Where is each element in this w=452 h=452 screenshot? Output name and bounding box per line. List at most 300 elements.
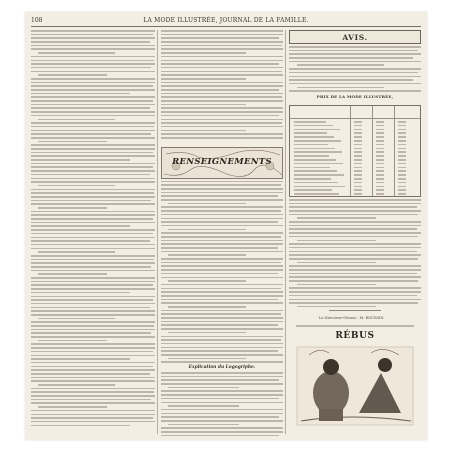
table-cell: [398, 163, 406, 165]
text-line: [31, 421, 155, 423]
text-line: [31, 402, 155, 404]
text-line: [161, 240, 283, 242]
text-line: [31, 155, 155, 157]
text-line: [31, 60, 154, 62]
table-row: [290, 193, 420, 195]
table-cell: [294, 129, 340, 131]
table-cell: [354, 136, 362, 138]
table-cell: [294, 186, 345, 188]
text-line: [31, 277, 155, 279]
text-line: [31, 329, 155, 331]
table-cell: [354, 144, 362, 146]
text-line: [31, 30, 155, 32]
text-line: [161, 37, 279, 39]
text-line: [31, 82, 155, 84]
table-cell: [354, 170, 362, 172]
text-line: [31, 380, 155, 382]
text-line: [31, 262, 155, 264]
text-line: [38, 406, 106, 408]
text-line: [168, 254, 246, 256]
text-lines-middle: [161, 181, 283, 363]
table-cell: [398, 151, 406, 153]
text-line: [161, 402, 283, 404]
text-line: [31, 166, 153, 168]
table-cell: [376, 174, 384, 176]
text-line: [289, 76, 421, 78]
text-line: [31, 255, 155, 257]
table-cell: [376, 178, 384, 180]
text-line: [31, 417, 153, 419]
text-line: [161, 111, 283, 113]
avis-text-lines: [289, 46, 421, 92]
text-line: [161, 195, 278, 197]
table-cell: [354, 155, 362, 157]
table-cell: [398, 144, 406, 146]
table-cell: [294, 155, 329, 157]
text-line: [161, 126, 283, 128]
text-line: [161, 236, 281, 238]
text-line: [31, 292, 130, 294]
table-cell: [376, 148, 384, 150]
table-cell: [398, 167, 406, 169]
text-line: [31, 159, 130, 161]
text-lines: [31, 30, 155, 426]
text-line: [168, 203, 246, 205]
text-line: [168, 229, 246, 231]
text-line: [161, 206, 283, 208]
table-cell: [354, 163, 362, 165]
text-line: [161, 85, 283, 87]
text-line: [161, 427, 283, 429]
table-cell: [354, 189, 362, 191]
table-cell: [354, 182, 362, 184]
text-line: [161, 390, 283, 392]
table-header-rule: [290, 118, 420, 119]
table-cell: [376, 151, 384, 153]
renseignements-banner: [161, 147, 283, 179]
text-line: [161, 258, 283, 260]
text-line: [31, 358, 130, 360]
table-cell: [398, 148, 406, 150]
text-line: [161, 232, 283, 234]
text-line: [289, 90, 421, 92]
text-line: [297, 306, 376, 308]
text-line: [31, 237, 155, 239]
text-line: [161, 115, 279, 117]
table-cell: [294, 170, 337, 172]
text-line: [161, 313, 281, 315]
director-signature: Le Directeur-Gérant : M. ROUSSIN.: [319, 315, 385, 320]
column-2: [161, 30, 283, 438]
text-line: [289, 295, 417, 297]
table-cell: [398, 170, 406, 172]
text-line: [161, 41, 283, 43]
text-line: [289, 299, 421, 301]
text-line: [31, 122, 155, 124]
text-line: [31, 85, 153, 87]
text-line: [31, 71, 155, 73]
text-line: [161, 339, 281, 341]
table-cell: [398, 136, 406, 138]
table-cell: [376, 140, 384, 142]
avis-wrapper: [289, 30, 421, 46]
text-line: [31, 369, 155, 371]
text-line: [31, 196, 155, 198]
text-line: [31, 296, 155, 298]
text-line: [289, 203, 421, 205]
table-row: [290, 136, 420, 138]
table-cell: [294, 151, 342, 153]
table-cell: [294, 189, 332, 191]
text-line: [31, 222, 155, 224]
newspaper-page: [25, 12, 427, 440]
text-line: [31, 399, 151, 401]
text-line: [168, 306, 246, 308]
text-line: [161, 218, 283, 220]
price-subtitle: [289, 99, 421, 103]
table-row: [290, 151, 420, 153]
text-line: [31, 93, 130, 95]
table-cell: [398, 174, 406, 176]
text-line: [31, 347, 155, 349]
table-cell: [376, 163, 384, 165]
text-line: [31, 170, 155, 172]
text-line: [161, 78, 246, 80]
text-line: [289, 247, 421, 249]
page-header: [31, 16, 421, 27]
text-line: [31, 351, 153, 353]
text-line: [31, 303, 155, 305]
text-line: [31, 96, 155, 98]
text-line: [289, 72, 418, 74]
table-row: [290, 189, 420, 191]
text-line: [31, 111, 155, 113]
text-lines-after-table: [289, 199, 421, 308]
text-line: [31, 391, 154, 393]
text-line: [31, 343, 155, 345]
text-line: [168, 424, 239, 426]
text-line: [289, 251, 417, 253]
table-cell: [398, 193, 406, 195]
text-line: [31, 48, 155, 50]
text-line: [161, 181, 283, 183]
text-line: [161, 52, 246, 54]
text-line: [161, 45, 282, 47]
text-line: [289, 280, 418, 282]
text-line: [31, 192, 154, 194]
text-line: [31, 259, 154, 261]
text-line: [31, 425, 130, 427]
table-row: [290, 182, 420, 184]
text-line: [31, 218, 153, 220]
table-cell: [398, 129, 406, 131]
divider: [329, 310, 382, 311]
column-rule-1: [157, 30, 158, 434]
text-line: [161, 299, 278, 301]
text-line: [31, 107, 150, 109]
text-line: [31, 270, 155, 272]
text-line: [161, 354, 283, 356]
text-line: [161, 192, 283, 194]
text-line: [31, 126, 154, 128]
table-cell: [294, 159, 336, 161]
text-line: [289, 265, 421, 267]
table-cell: [354, 174, 362, 176]
text-line: [31, 67, 151, 69]
text-line: [161, 188, 283, 190]
text-line: [31, 336, 155, 338]
table-cell: [294, 140, 341, 142]
text-line: [161, 74, 283, 76]
text-line: [289, 79, 413, 81]
text-line: [289, 214, 418, 216]
text-line: [31, 299, 153, 301]
text-line: [161, 96, 282, 98]
table-cell: [354, 159, 362, 161]
text-line: [161, 48, 283, 50]
text-line: [168, 358, 246, 360]
text-line: [31, 34, 153, 36]
text-line: [161, 107, 283, 109]
banner-wrapper: [161, 147, 283, 181]
text-line: [31, 362, 155, 364]
table-cell: [294, 125, 333, 127]
text-line: [31, 152, 153, 154]
text-line: [297, 64, 384, 66]
text-line: [289, 53, 421, 55]
text-line: [38, 273, 106, 275]
text-line: [38, 119, 115, 121]
text-line: [297, 217, 376, 219]
text-line: [289, 287, 421, 289]
text-line: [31, 37, 155, 39]
table-row: [290, 167, 420, 169]
text-line: [289, 206, 417, 208]
text-line: [289, 236, 418, 238]
text-line: [31, 189, 155, 191]
text-line: [161, 409, 283, 411]
text-line: [31, 41, 150, 43]
text-line: [38, 207, 106, 209]
text-line: [161, 383, 283, 385]
text-line: [297, 240, 376, 242]
text-line: [161, 413, 283, 415]
text-line: [161, 265, 283, 267]
text-line: [161, 247, 278, 249]
rebus-title: RÉBUS: [335, 330, 375, 341]
text-line: [168, 387, 239, 389]
text-line: [31, 288, 155, 290]
text-line: [161, 137, 283, 139]
text-line: [31, 78, 155, 80]
text-line: [31, 233, 153, 235]
logogriphe-heading: Explication du Logogriphe.: [188, 365, 256, 370]
text-line: [297, 284, 376, 286]
text-line: [297, 262, 376, 264]
table-cell: [294, 182, 338, 184]
table-cell: [376, 132, 384, 134]
text-line: [31, 200, 151, 202]
table-cell: [354, 193, 362, 195]
table-row: [290, 178, 420, 180]
table-row: [290, 148, 420, 150]
text-line: [38, 384, 115, 386]
table-cell: [294, 144, 328, 146]
text-line: [289, 46, 421, 48]
text-line: [31, 366, 153, 368]
text-line: [161, 251, 283, 253]
table-row: [290, 186, 420, 188]
text-line: [161, 291, 283, 293]
text-line: [31, 325, 154, 327]
text-line: [161, 379, 279, 381]
table-cell: [294, 193, 339, 195]
text-line: [289, 258, 418, 260]
text-line: [297, 87, 384, 89]
text-line: [161, 214, 283, 216]
text-line: [31, 355, 155, 357]
text-line: [31, 144, 155, 146]
table-row: [290, 163, 420, 165]
text-line: [31, 410, 155, 412]
text-line: [31, 332, 151, 334]
price-title: PRIX DE LA MODE ILLUSTRÉE,: [316, 93, 394, 99]
text-line: [161, 60, 283, 62]
text-line: [161, 225, 283, 227]
text-line: [161, 71, 282, 73]
table-cell: [376, 159, 384, 161]
text-line: [161, 133, 283, 135]
text-line: [31, 100, 153, 102]
price-table: [289, 105, 421, 197]
text-line: [168, 405, 239, 407]
table-cell: [354, 140, 362, 142]
table-cell: [398, 178, 406, 180]
table-cell: [294, 167, 330, 169]
table-cell: [376, 189, 384, 191]
text-line: [31, 414, 155, 416]
text-line: [161, 324, 278, 326]
table-row: [290, 174, 420, 176]
text-line: [161, 119, 283, 121]
table-cell: [294, 178, 331, 180]
table-row: [290, 132, 420, 134]
text-line: [289, 276, 421, 278]
text-line: [161, 310, 283, 312]
small-caption-line: [161, 141, 283, 145]
price-table-wrapper: [289, 105, 421, 199]
text-line: [31, 388, 155, 390]
text-line: [161, 100, 283, 102]
text-line: [38, 185, 115, 187]
text-line: [31, 178, 155, 180]
text-line: [31, 130, 155, 132]
text-line: [161, 394, 283, 396]
table-cell: [376, 170, 384, 172]
text-line: [161, 347, 283, 349]
text-lines-top: [161, 30, 283, 139]
table-row: [290, 140, 420, 142]
table-cell: [294, 174, 344, 176]
column-rule-2: [285, 30, 286, 434]
table-cell: [294, 132, 327, 134]
text-line: [31, 377, 155, 379]
text-line: [289, 221, 421, 223]
table-cell: [354, 151, 362, 153]
text-line: [38, 251, 115, 253]
text-line: [161, 130, 246, 132]
text-line: [161, 435, 279, 437]
text-line: [31, 203, 155, 205]
text-line: [31, 115, 155, 117]
text-line: [161, 269, 283, 271]
table-cell: [376, 144, 384, 146]
table-cell: [354, 121, 362, 123]
avis-box: [289, 30, 421, 44]
text-line: [289, 269, 421, 271]
text-line: [31, 321, 155, 323]
text-line: [31, 266, 151, 268]
text-line: [161, 273, 278, 275]
table-cell: [398, 189, 406, 191]
table-cell: [354, 186, 362, 188]
text-line: [31, 229, 155, 231]
text-line: [289, 225, 421, 227]
text-line: [161, 295, 283, 297]
text-line: [31, 307, 150, 309]
table-cell: [294, 121, 326, 123]
text-line: [31, 133, 151, 135]
rebus-caption: [289, 430, 421, 434]
text-line: [161, 67, 283, 69]
column-1-text: [31, 30, 155, 428]
text-line: [289, 57, 413, 59]
table-cell: [398, 121, 406, 123]
table-row: [290, 159, 420, 161]
text-line: [31, 56, 155, 58]
table-cell: [376, 121, 384, 123]
text-line: [161, 199, 283, 201]
text-line: [31, 244, 155, 246]
text-line: [161, 243, 283, 245]
table-cell: [294, 136, 334, 138]
text-line: [161, 104, 246, 106]
text-line: [161, 184, 281, 186]
text-line: [289, 302, 418, 304]
text-line: [161, 328, 283, 330]
text-line: [161, 262, 281, 264]
table-cell: [354, 132, 362, 134]
text-line: [289, 83, 421, 85]
text-line: [31, 63, 155, 65]
table-cell: [398, 125, 406, 127]
table-cell: [294, 148, 335, 150]
text-line: [31, 284, 153, 286]
page-number: 108: [31, 17, 43, 24]
table-row: [290, 121, 420, 123]
text-line: [31, 148, 155, 150]
text-line: [161, 30, 283, 32]
text-line: [161, 321, 283, 323]
journal-title: LA MODE ILLUSTRÉE, JOURNAL DE LA FAMILLE.: [143, 17, 309, 24]
text-line: [31, 395, 155, 397]
table-cell: [398, 182, 406, 184]
text-line: [161, 284, 283, 286]
text-line: [161, 317, 283, 319]
text-line: [31, 281, 155, 283]
table-cell: [376, 125, 384, 127]
table-cell: [294, 163, 343, 165]
